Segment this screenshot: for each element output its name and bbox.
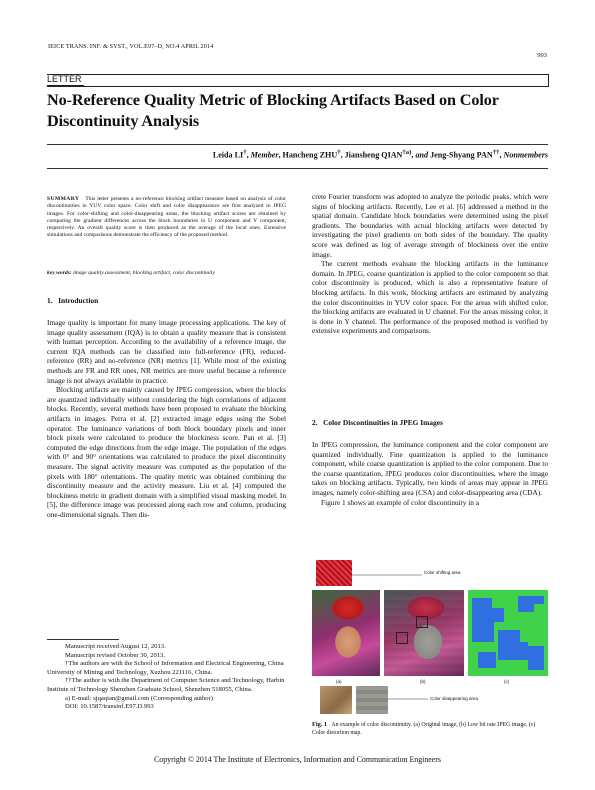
label-color-shifting-area: Color shifting area <box>424 570 461 575</box>
section-heading-introduction: 1. Introduction <box>47 296 99 305</box>
author-affiliation-mark: †a) <box>402 149 412 156</box>
paragraph: Figure 1 shows an example of color discontinuity in a <box>321 497 480 507</box>
original-image <box>312 590 380 676</box>
paragraph: crete Fourier transform was adopted to analyze the periodic peaks, which were signs of blocking artifacts. Recently, Lee et al. [6] addressed a method in the spatial domain. Candidate block boundaries were determined using the pixel gradients. The boundaries with actual blocking artifacts were detected by investigating the pixel gradients on both sides of the boundary. The quality score was defined as log of average strength of blockiness over the entire image. <box>312 192 548 259</box>
footnote-email: a) E-mail: sjqaqian@gmail.com (Corresponding author) <box>65 694 213 702</box>
label-color-disappearing-area: Color disappearing area <box>430 696 479 701</box>
subfigure-label-b: (b) <box>420 679 426 684</box>
category-rule <box>47 74 549 87</box>
color-disappearing-crop-image-1 <box>320 686 352 714</box>
subfigure-label-a: (a) <box>336 679 342 684</box>
abstract <box>47 196 286 240</box>
copyright-footer: Copyright © 2014 The Institute of Electronics, Information and Communication Engineers <box>153 755 441 764</box>
section-heading-color-discontinuities: 2. Color Discontinuities in JPEG Images <box>312 418 443 427</box>
footnote-affiliation-1: †The authors are with the School of Information and Electrical Engineering, China University of Mining and Technology, Xuzhou 221116, China. <box>47 660 284 676</box>
title-rule-bottom <box>47 168 548 169</box>
author-name: Leida LI <box>212 150 244 160</box>
callout-line-shifting <box>352 570 422 580</box>
author-affiliation-mark: †† <box>492 149 500 156</box>
paper-title: No-Reference Quality Metric of Blocking Artifacts Based on Color Discontinuity Analysis <box>47 91 499 130</box>
color-disappearing-crop-image-2 <box>356 686 388 714</box>
category-label: LETTER <box>47 74 82 84</box>
footnote-doi: DOI: 10.1587/transinf.E97.D.993 <box>65 703 154 711</box>
footnote-rule <box>47 639 119 640</box>
footnote-affiliation-2: ††The author is with the Department of Computer Science and Technology, Harbin Institute of Technology Shenzhen Graduate School, Shenzhen 518055, China. <box>47 677 285 693</box>
running-header: IEICE TRANS. INF. & SYST., VOL.E97–D, NO.4 APRIL 2014 <box>48 43 214 50</box>
member-label: Member <box>250 150 279 160</box>
section2-body <box>312 440 548 507</box>
color-distortion-map <box>468 590 548 676</box>
paragraph: In JPEG compression, the luminance component and the color component are quantized individually. Fine quantization is applied to the luminance component, while coarse quantization is applied to the color component. Due to the coarse quantization, JPEG produces color discontinuities, where the image takes on blocking artifacts. Typically, two kinds of areas may appear in JPEG images, namely color-shifting area (CSA) and color-disappearing area (CDA). <box>312 440 548 497</box>
left-column-body <box>47 318 286 519</box>
keywords-text: image quality assessment, blocking artifact, color discontinuity <box>73 270 215 276</box>
footnote-revised: Manuscript revised October 30, 2013. <box>65 651 165 659</box>
highlight-box <box>416 616 428 628</box>
footnote-received: Manuscript received August 12, 2013. <box>65 643 166 650</box>
conjunction: and <box>415 150 429 160</box>
paragraph: The current methods evaluate the blocking artifacts in the luminance domain. In JPEG, coarse quantization is applied to the color component so that color discontinuity is produced, which is also a representative feature of blocking artifacts. In this work, blocking artifacts are estimated by analyzing the color discontinuities in YUV color space. For the areas with shifted color, the blocking artifacts are evaluated in U channel. For the areas missing color, it is done in Y channel. The performance of the proposed method is verified by extensive experiments and comparisons. <box>312 259 548 336</box>
author-affiliation-mark: † <box>337 149 341 156</box>
paragraph: Image quality is important for many image processing applications. The key of image quality assessment (IQA) is to obtain a quality measure that is consistent with human perception. According to the availability of a reference image, the current IQA methods can be classified into full-reference (FR), reduced-reference (RR) and no-reference (NR) metrics [1]. While most of the existing methods are FR and RR ones, NR metrics are more useful because a reference image is not always available in practice. <box>47 318 286 385</box>
paragraph: Blocking artifacts are mainly caused by JPEG compression, where the blocks are quantized individually without considering the high correlations of adjacent blocks. Recently, several methods have been proposed to evaluate the blocking artifacts in images. Perra et al. [2] extracted image edges using the Sobel operator. The luminance variations of both block boundary pixels and inner block pixels were calculated to produce the blockiness score. Pan et al. [3] computed the edge directions from the edge image. The population of the edges with 0° and 90° orientations was calculated to produce the pixel discontinuity measure. The signal activity measure was computed as the population of the pixels with 180° orientations. The quality metric was obtained combining the discontinuity measure and the activity measure. Liu et al. [4] computed the blockiness metric in gradient domain with a simplified visual masking model. In [5], the difference image was processed along each row and column, producing one-dimensional signals. Then dis- <box>47 385 286 519</box>
page-number: 993 <box>537 52 547 59</box>
summary-label: SUMMARY <box>47 196 80 202</box>
title-rule-top <box>47 144 548 145</box>
author-name: Hancheng ZHU <box>282 150 338 160</box>
author-line: Leida LI†, Member, Hancheng ZHU†, Jiansheng QIAN$^{\dagger a)}$, and Jeng-Shyang PAN††, Nonmembers <box>212 149 548 160</box>
figure-caption-label: Fig. 1 <box>312 721 328 728</box>
callout-line-disappearing <box>388 694 428 704</box>
author-affiliation-mark: † <box>243 149 247 156</box>
keywords-label: key words: <box>47 270 72 276</box>
author-name: Jeng-Shyang PAN <box>430 150 493 160</box>
figure-caption-text: An example of color discontinuity. (a) Original image, (b) Low bit rate JPEG image, (c) Color distortion map. <box>312 722 536 736</box>
color-shifting-crop-image <box>316 560 352 586</box>
figure-caption <box>312 721 548 737</box>
keywords <box>47 270 286 277</box>
highlight-box <box>396 632 408 644</box>
right-column-body <box>312 192 548 336</box>
author-name: Jiansheng QIAN <box>344 150 403 160</box>
figure-1 <box>312 560 548 722</box>
subfigure-label-c: (c) <box>504 679 510 684</box>
footnotes <box>47 643 286 712</box>
nonmember-label: Nonmembers <box>503 150 548 160</box>
summary-text: This letter presents a no-reference blocking artifact measure based on analysis of color discontinuities in YUV color space. Color shift and color disappearance are first analyzed in JPEG images. For color-shifting and color-disappearing areas, the blocking artifact scores are obtained by computing the gradient differences across the block boundaries in U component and Y component, respectively. An overall quality score is then produced as the average of the local ones. Extensive simulations and comparisons demonstrate the efficiency of the proposed method. <box>47 196 286 239</box>
distortion-regions <box>468 590 548 676</box>
